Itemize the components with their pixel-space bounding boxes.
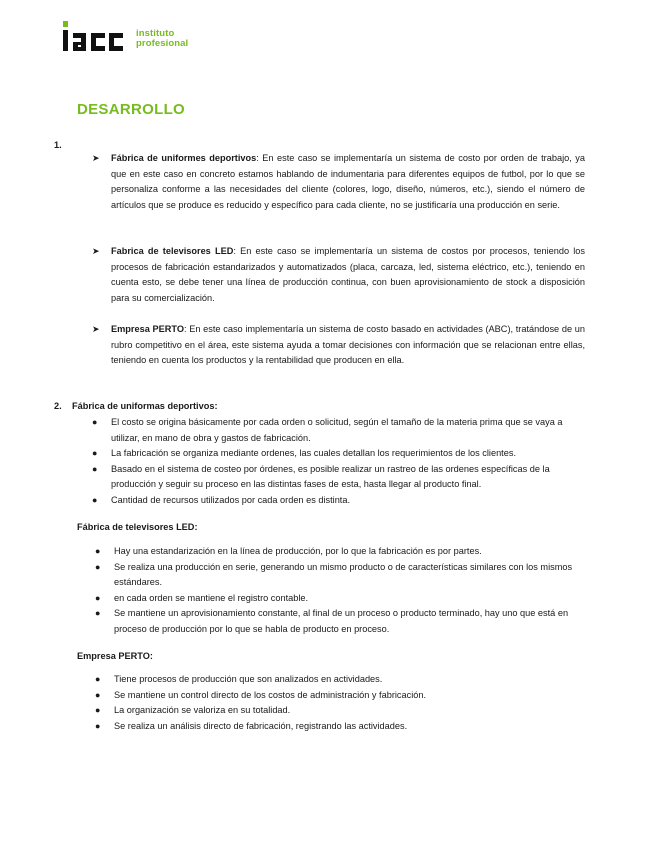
section4-heading: Empresa PERTO: <box>77 651 153 661</box>
list-item-text: Tiene procesos de producción que son analizados en actividades. <box>114 674 383 684</box>
section4-list <box>95 672 586 734</box>
iacc-logo-mark <box>62 20 134 54</box>
section1-item-1 <box>92 151 585 213</box>
bullet-icon: ● <box>95 674 101 684</box>
list-item-text: Se realiza una producción en serie, generando un mismo producto o de características similares con los mismos estándares. <box>114 561 573 588</box>
bullet-icon: ● <box>95 592 101 603</box>
item-bold: Fabrica de televisores LED <box>111 246 234 256</box>
list-item <box>95 606 586 637</box>
list-item <box>95 544 586 560</box>
section2-list <box>92 415 586 509</box>
section1-item-2 <box>92 244 585 306</box>
list-item <box>92 493 586 509</box>
list-item <box>92 415 586 446</box>
item-bold: Fábrica de uniformes deportivos <box>111 153 257 163</box>
bullet-icon: ● <box>92 417 98 427</box>
bullet-icon: ● <box>92 448 98 459</box>
bullet-icon: ● <box>95 705 101 716</box>
list-item <box>92 462 586 493</box>
list-item-text: Se realiza un análisis directo de fabricación, registrando las actividades. <box>114 720 408 731</box>
list-item <box>95 672 586 688</box>
list-item-text: en cada orden se mantiene el registro contable. <box>114 592 309 603</box>
bullet-icon: ● <box>95 720 101 731</box>
list-item <box>95 719 586 735</box>
bullet-icon: ● <box>92 463 98 474</box>
item-text: : En este caso se implementaría un sistema de costo por orden de trabajo, ya que en este caso en concreto estamos hablando de indumentaria para diferentes equipos de futbol, por lo que se personaliza conforme a las necesidades del cliente (colores, logo, diseño, números, etc.), siendo el número de artículos que se produce es reducido y específico para cada cliente, no se justificaría una producción en serie. <box>111 153 585 210</box>
list-item-text: El costo se origina básicamente por cada orden o solicitud, según el tamaño de la materia prima que se vaya a utilizar, en mano de obra y gastos de fabricación. <box>111 417 563 443</box>
list-item <box>92 446 586 462</box>
arrow-bullet-icon: ➤ <box>92 324 100 334</box>
list-item <box>95 688 586 704</box>
list-item-text: La fabricación se organiza mediante ordenes, las cuales detallan los requerimientos de los clientes. <box>111 448 516 459</box>
list-item <box>95 591 586 607</box>
list-item-text: La organización se valoriza en su totalidad. <box>114 705 291 716</box>
section1-number: 1. <box>54 140 62 150</box>
list-item-text: Hay una estandarización en la línea de producción, por lo que la fabricación es por partes. <box>114 546 482 556</box>
list-item-text: Cantidad de recursos utilizados por cada orden es distinta. <box>111 494 351 505</box>
bullet-icon: ● <box>95 689 101 700</box>
logo-subtitle <box>136 29 188 49</box>
list-item <box>95 703 586 719</box>
page-title: DESARROLLO <box>77 101 185 118</box>
item-bold: Empresa PERTO <box>111 324 184 334</box>
section2-heading: Fábrica de uniformas deportivos: <box>72 401 218 411</box>
item-text: : En este caso se implementaría un sistema de costos por procesos, teniendo los procesos de fabricación estandarizados y automatizados (placa, carcaza, led, sistema eléctrico, etc.), teniendo en cuenta esto, se debe tener una línea de producción continua, con buen aprovisionamiento de stock a disposición para su comercialización. <box>111 246 585 303</box>
list-item-text: Basado en el sistema de costeo por órdenes, es posible realizar un rastreo de las ordenes específicas de la producción y seguir su proceso en las distintas fases de esta, hasta llegar al producto final. <box>111 463 550 490</box>
arrow-bullet-icon: ➤ <box>92 246 100 256</box>
bullet-icon: ● <box>95 608 101 619</box>
item-text: : En este caso implementaría un sistema de costo basado en actividades (ABC), tratándose de un rubro competitivo en el área, este sistema ayuda a tomar decisiones con información que se relacionan entre ellas, teniendo en cuenta los productos y la rentabilidad que producen en ella. <box>111 324 585 366</box>
section3-heading: Fábrica de televisores LED: <box>77 522 198 532</box>
list-item-text: Se mantiene un aprovisionamiento constante, al final de un proceso o producto terminado, hay uno que está en proceso de producción por lo que se habla de producto en proceso. <box>114 608 569 634</box>
list-item <box>95 560 586 591</box>
bullet-icon: ● <box>95 546 101 556</box>
bullet-icon: ● <box>95 561 101 572</box>
list-item-text: Se mantiene un control directo de los costos de administración y fabricación. <box>114 689 427 700</box>
logo-line1: instituto <box>136 28 175 39</box>
logo-line2: profesional <box>136 38 189 49</box>
section2-number: 2. <box>54 401 62 411</box>
arrow-bullet-icon: ➤ <box>92 153 100 163</box>
section1-item-3 <box>92 322 585 369</box>
section3-list <box>95 544 586 638</box>
bullet-icon: ● <box>92 494 98 505</box>
